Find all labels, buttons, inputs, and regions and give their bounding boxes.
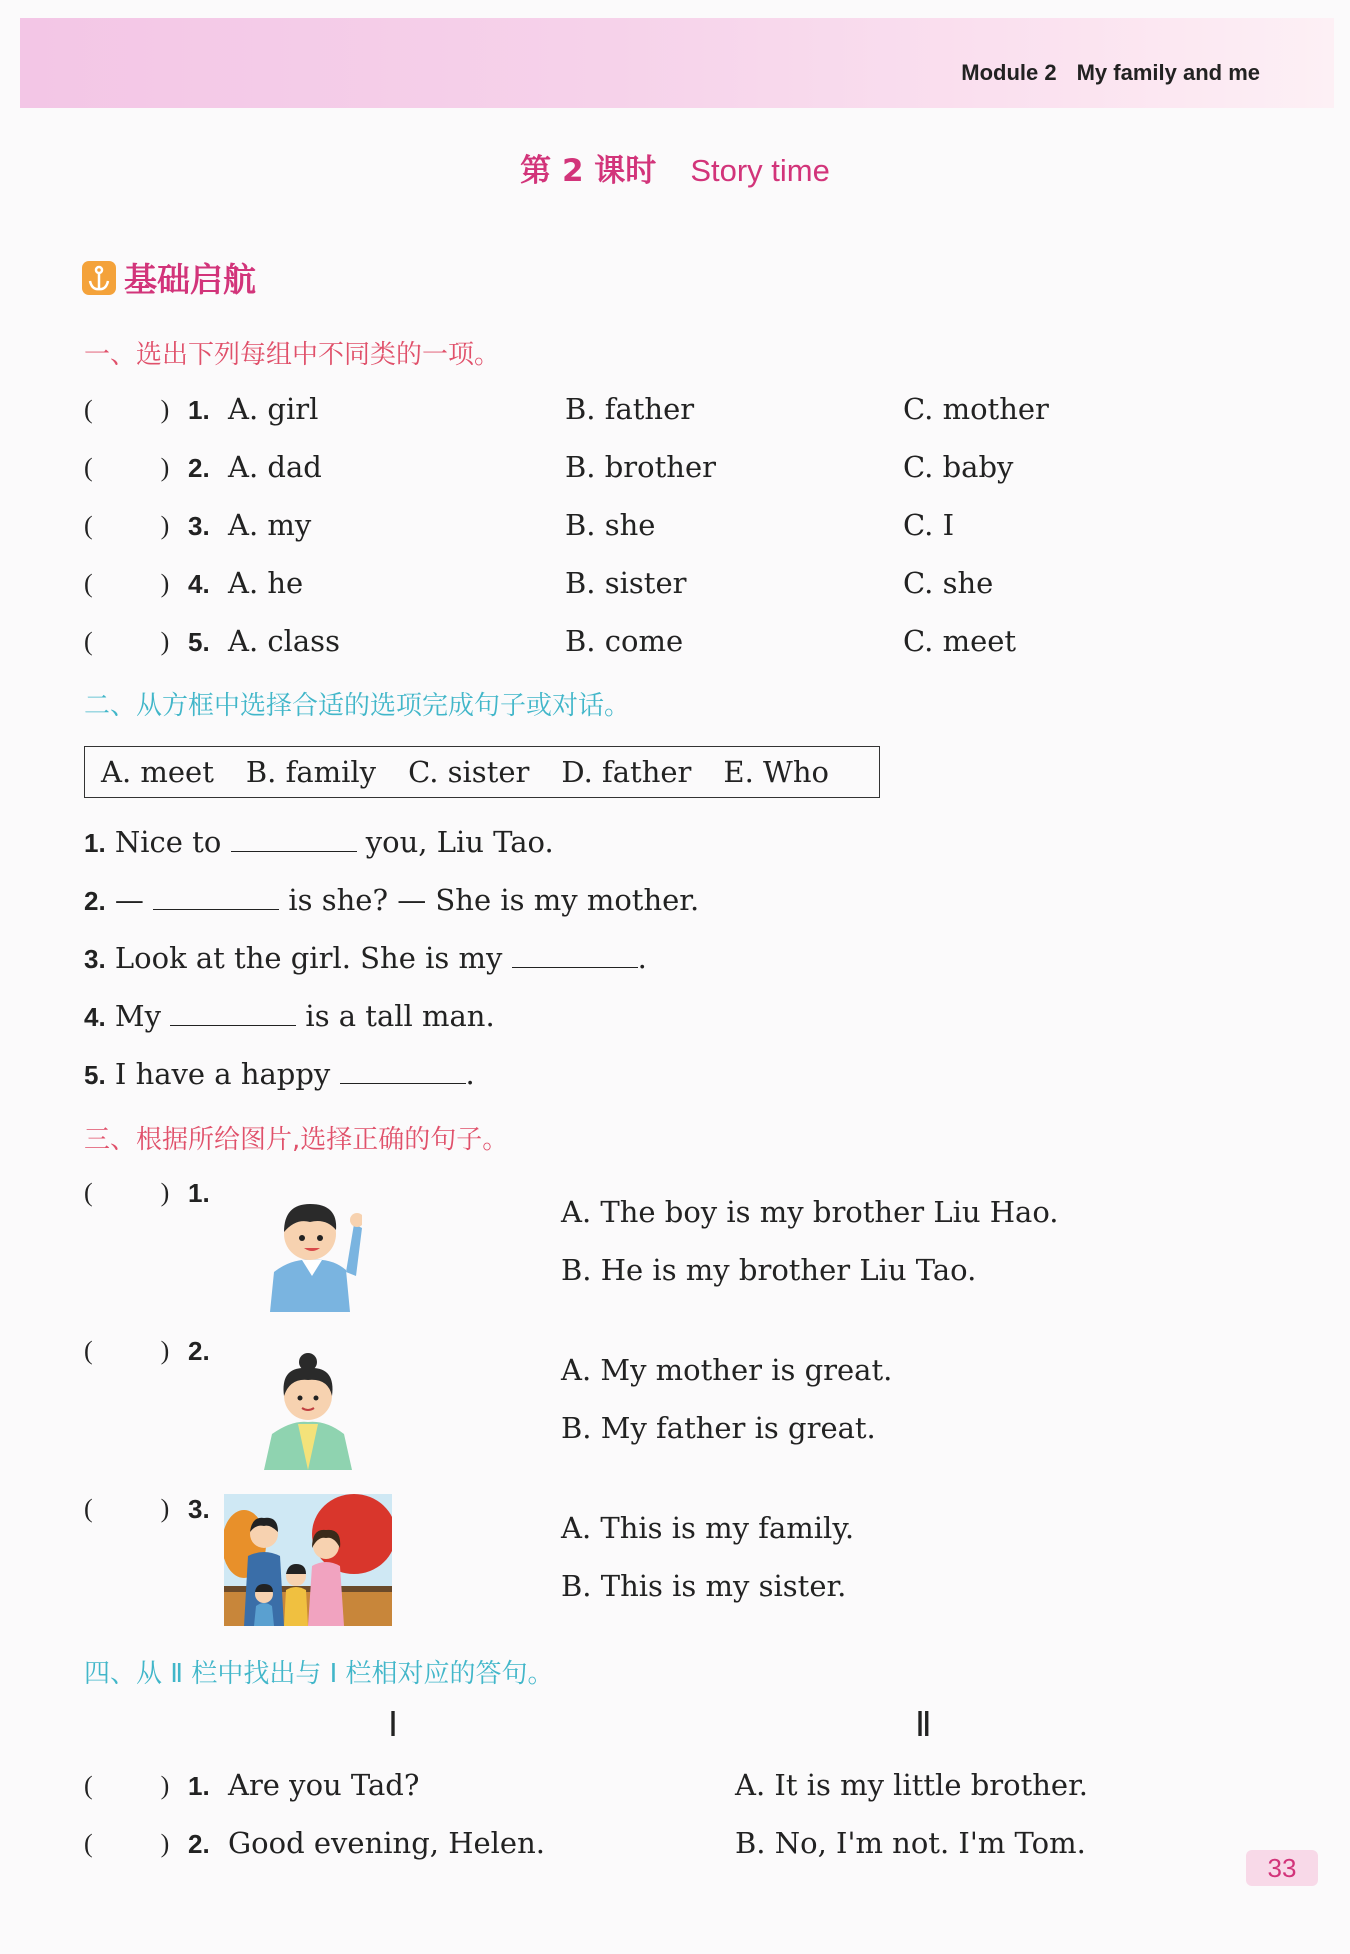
option-c: C. she xyxy=(903,566,994,600)
fill-sentence: 1. Nice to you, Liu Tao. xyxy=(84,825,554,859)
option-a: A. class xyxy=(228,624,340,658)
question-number: 3. xyxy=(188,511,210,541)
section-title: 基础启航 xyxy=(124,260,256,299)
word-option: E. Who xyxy=(723,755,829,789)
word-option: C. sister xyxy=(408,755,530,789)
mother-image xyxy=(262,1346,354,1470)
answer-option: B. No, I'm not. I'm Tom. xyxy=(735,1826,1086,1860)
answer-blank[interactable] xyxy=(512,943,638,968)
answer-paren[interactable]: ( ) xyxy=(84,627,170,656)
option-a: A. my xyxy=(228,508,312,542)
answer-option: A. It is my little brother. xyxy=(735,1768,1088,1802)
option-b: B. father xyxy=(565,392,695,426)
option-b: B. come xyxy=(565,624,684,658)
option-a: A. dad xyxy=(228,450,322,484)
answer-blank[interactable] xyxy=(340,1059,466,1084)
word-option: A. meet xyxy=(101,755,214,789)
option-c: C. I xyxy=(903,508,955,542)
option-a: A. girl xyxy=(228,392,319,426)
word-box xyxy=(84,746,880,798)
question-number: 4. xyxy=(188,569,210,599)
word-option: D. father xyxy=(561,755,692,789)
answer-paren[interactable]: ( ) xyxy=(84,1336,170,1365)
answer-paren[interactable]: ( ) xyxy=(84,1829,170,1858)
option-b: B. brother xyxy=(565,450,716,484)
anchor-icon xyxy=(82,261,116,295)
option-a: A. This is my family. xyxy=(561,1511,855,1545)
answer-paren[interactable]: ( ) xyxy=(84,1178,170,1207)
option-b: B. she xyxy=(565,508,656,542)
section-heading xyxy=(82,254,256,301)
answer-paren[interactable]: ( ) xyxy=(84,453,170,482)
option-a: A. The boy is my brother Liu Hao. xyxy=(561,1195,1059,1229)
lesson-name: Story time xyxy=(690,153,830,188)
question-number: 2. xyxy=(188,1829,210,1859)
part1-title: 一、选出下列每组中不同类的一项。 xyxy=(84,340,501,370)
page-number: 33 xyxy=(1246,1850,1318,1886)
option-c: C. meet xyxy=(903,624,1017,658)
answer-paren[interactable]: ( ) xyxy=(84,511,170,540)
question-number: 2. xyxy=(188,453,210,483)
family-photo-image xyxy=(224,1494,392,1626)
question-number: 2. xyxy=(188,1336,210,1366)
option-a: A. he xyxy=(228,566,304,600)
answer-blank[interactable] xyxy=(231,827,357,852)
question-number: 1. xyxy=(188,1771,210,1801)
module-title: My family and me xyxy=(1076,60,1260,85)
lesson-title xyxy=(0,145,1350,190)
option-b: B. This is my sister. xyxy=(561,1569,847,1603)
fill-sentence: 3. Look at the girl. She is my . xyxy=(84,941,647,975)
answer-blank[interactable] xyxy=(153,885,279,910)
answer-paren[interactable]: ( ) xyxy=(84,1771,170,1800)
option-b: B. sister xyxy=(565,566,687,600)
column-one-heading: Ⅰ xyxy=(388,1707,399,1744)
question-number: 5. xyxy=(188,627,210,657)
option-c: C. baby xyxy=(903,450,1014,484)
boy-waving-image xyxy=(262,1192,362,1312)
word-option: B. family xyxy=(245,755,377,789)
column-two-heading: Ⅱ xyxy=(915,1707,932,1744)
answer-paren[interactable]: ( ) xyxy=(84,1494,170,1523)
answer-paren[interactable]: ( ) xyxy=(84,569,170,598)
part2-title: 二、从方框中选择合适的选项完成句子或对话。 xyxy=(84,691,631,721)
question-number: 3. xyxy=(188,1494,210,1524)
answer-paren[interactable]: ( ) xyxy=(84,395,170,424)
answer-blank[interactable] xyxy=(170,1001,296,1026)
fill-sentence: 4. My is a tall man. xyxy=(84,999,495,1033)
fill-sentence: 5. I have a happy . xyxy=(84,1057,475,1091)
question-number: 1. xyxy=(188,1178,210,1208)
question-text: Are you Tad? xyxy=(228,1768,420,1802)
running-header xyxy=(941,60,1260,86)
part3-title: 三、根据所给图片,选择正确的句子。 xyxy=(84,1125,509,1155)
question-number: 1. xyxy=(188,395,210,425)
option-a: A. My mother is great. xyxy=(561,1353,893,1387)
fill-sentence: 2. — is she? — She is my mother. xyxy=(84,883,700,917)
part4-title: 四、从 Ⅱ 栏中找出与 Ⅰ 栏相对应的答句。 xyxy=(84,1659,554,1689)
option-b: B. My father is great. xyxy=(561,1411,876,1445)
lesson-number: 第 2 课时 xyxy=(520,153,657,189)
question-text: Good evening, Helen. xyxy=(228,1826,545,1860)
option-c: C. mother xyxy=(903,392,1049,426)
module-label: Module 2 xyxy=(961,60,1057,85)
option-b: B. He is my brother Liu Tao. xyxy=(561,1253,977,1287)
